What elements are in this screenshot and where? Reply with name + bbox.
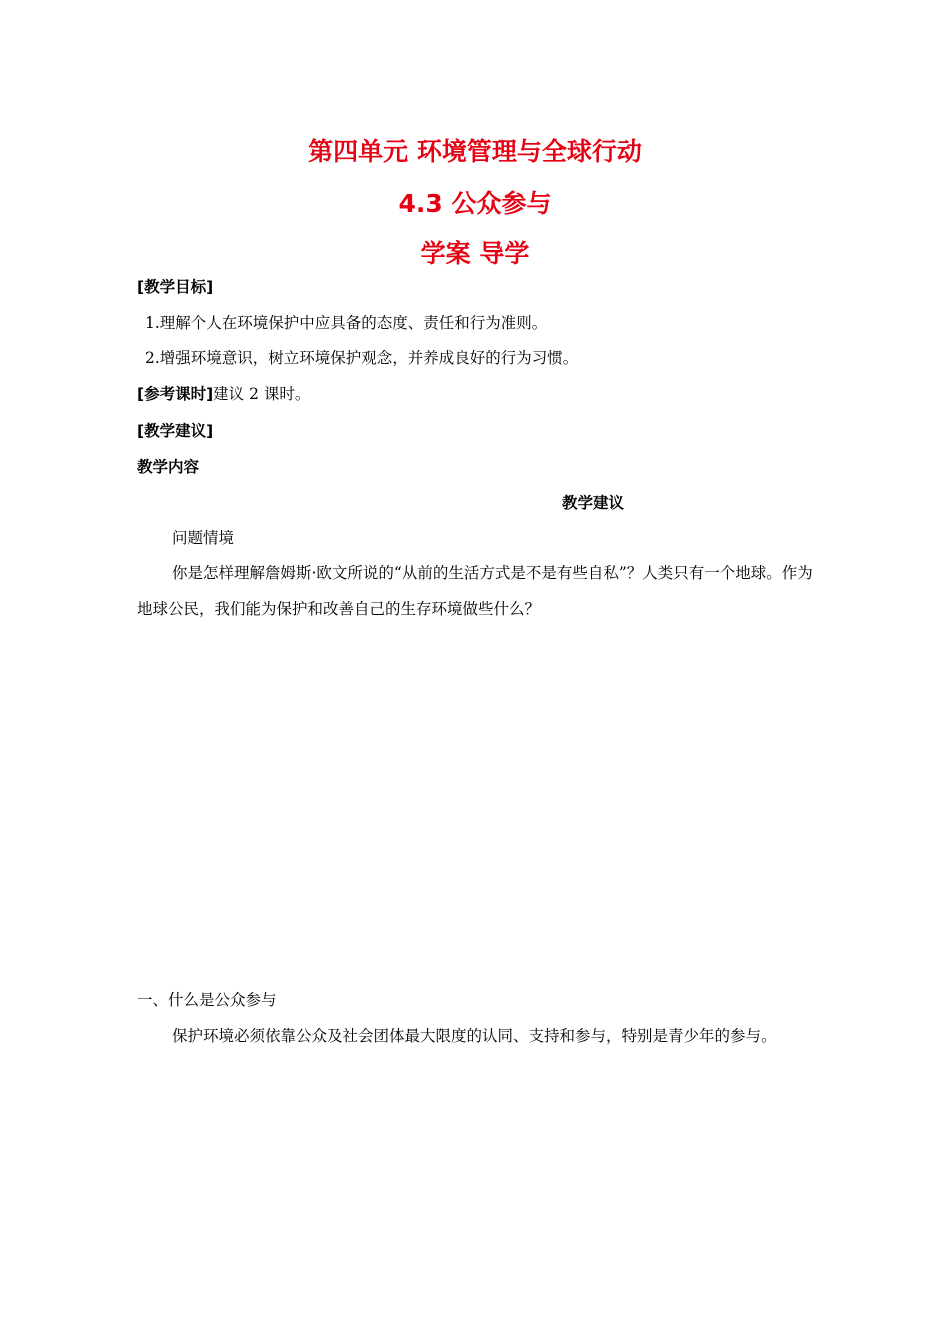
suggestions-heading: [教学建议]: [137, 422, 214, 440]
objective-item-2: 2.增强环境意识，树立环境保护观念，并养成良好的行为习惯。: [145, 349, 579, 367]
reference-hours: [137, 384, 310, 404]
reference-hours-label: [参考课时]: [137, 385, 214, 403]
problem-heading: 问题情境: [172, 529, 235, 547]
unit-title: 第四单元 环境管理与全球行动: [308, 137, 642, 166]
column-teaching-content: 教学内容: [137, 458, 200, 476]
section1-text: 保护环境必须依靠公众及社会团体最大限度的认同、支持和参与，特别是青少年的参与。: [172, 1027, 777, 1045]
doc-type-title: 学案 导学: [420, 239, 530, 268]
lesson-title: 4.3 公众参与: [398, 189, 552, 218]
objective-item-1: 1.理解个人在环境保护中应具备的态度、责任和行为准则。: [145, 314, 548, 332]
reference-hours-value: 建议 2 课时。: [213, 385, 311, 403]
objectives-heading: [教学目标]: [137, 278, 214, 296]
column-teaching-suggestion: 教学建议: [562, 494, 625, 512]
section1-heading: 一、什么是公众参与: [137, 991, 277, 1009]
problem-text: 你是怎样理解詹姆斯·欧文所说的“从前的生活方式是不是有些自私”？人类只有一个地球。作为地球公民，我们能为保护和改善自己的生存环境做些什么？: [137, 564, 813, 618]
